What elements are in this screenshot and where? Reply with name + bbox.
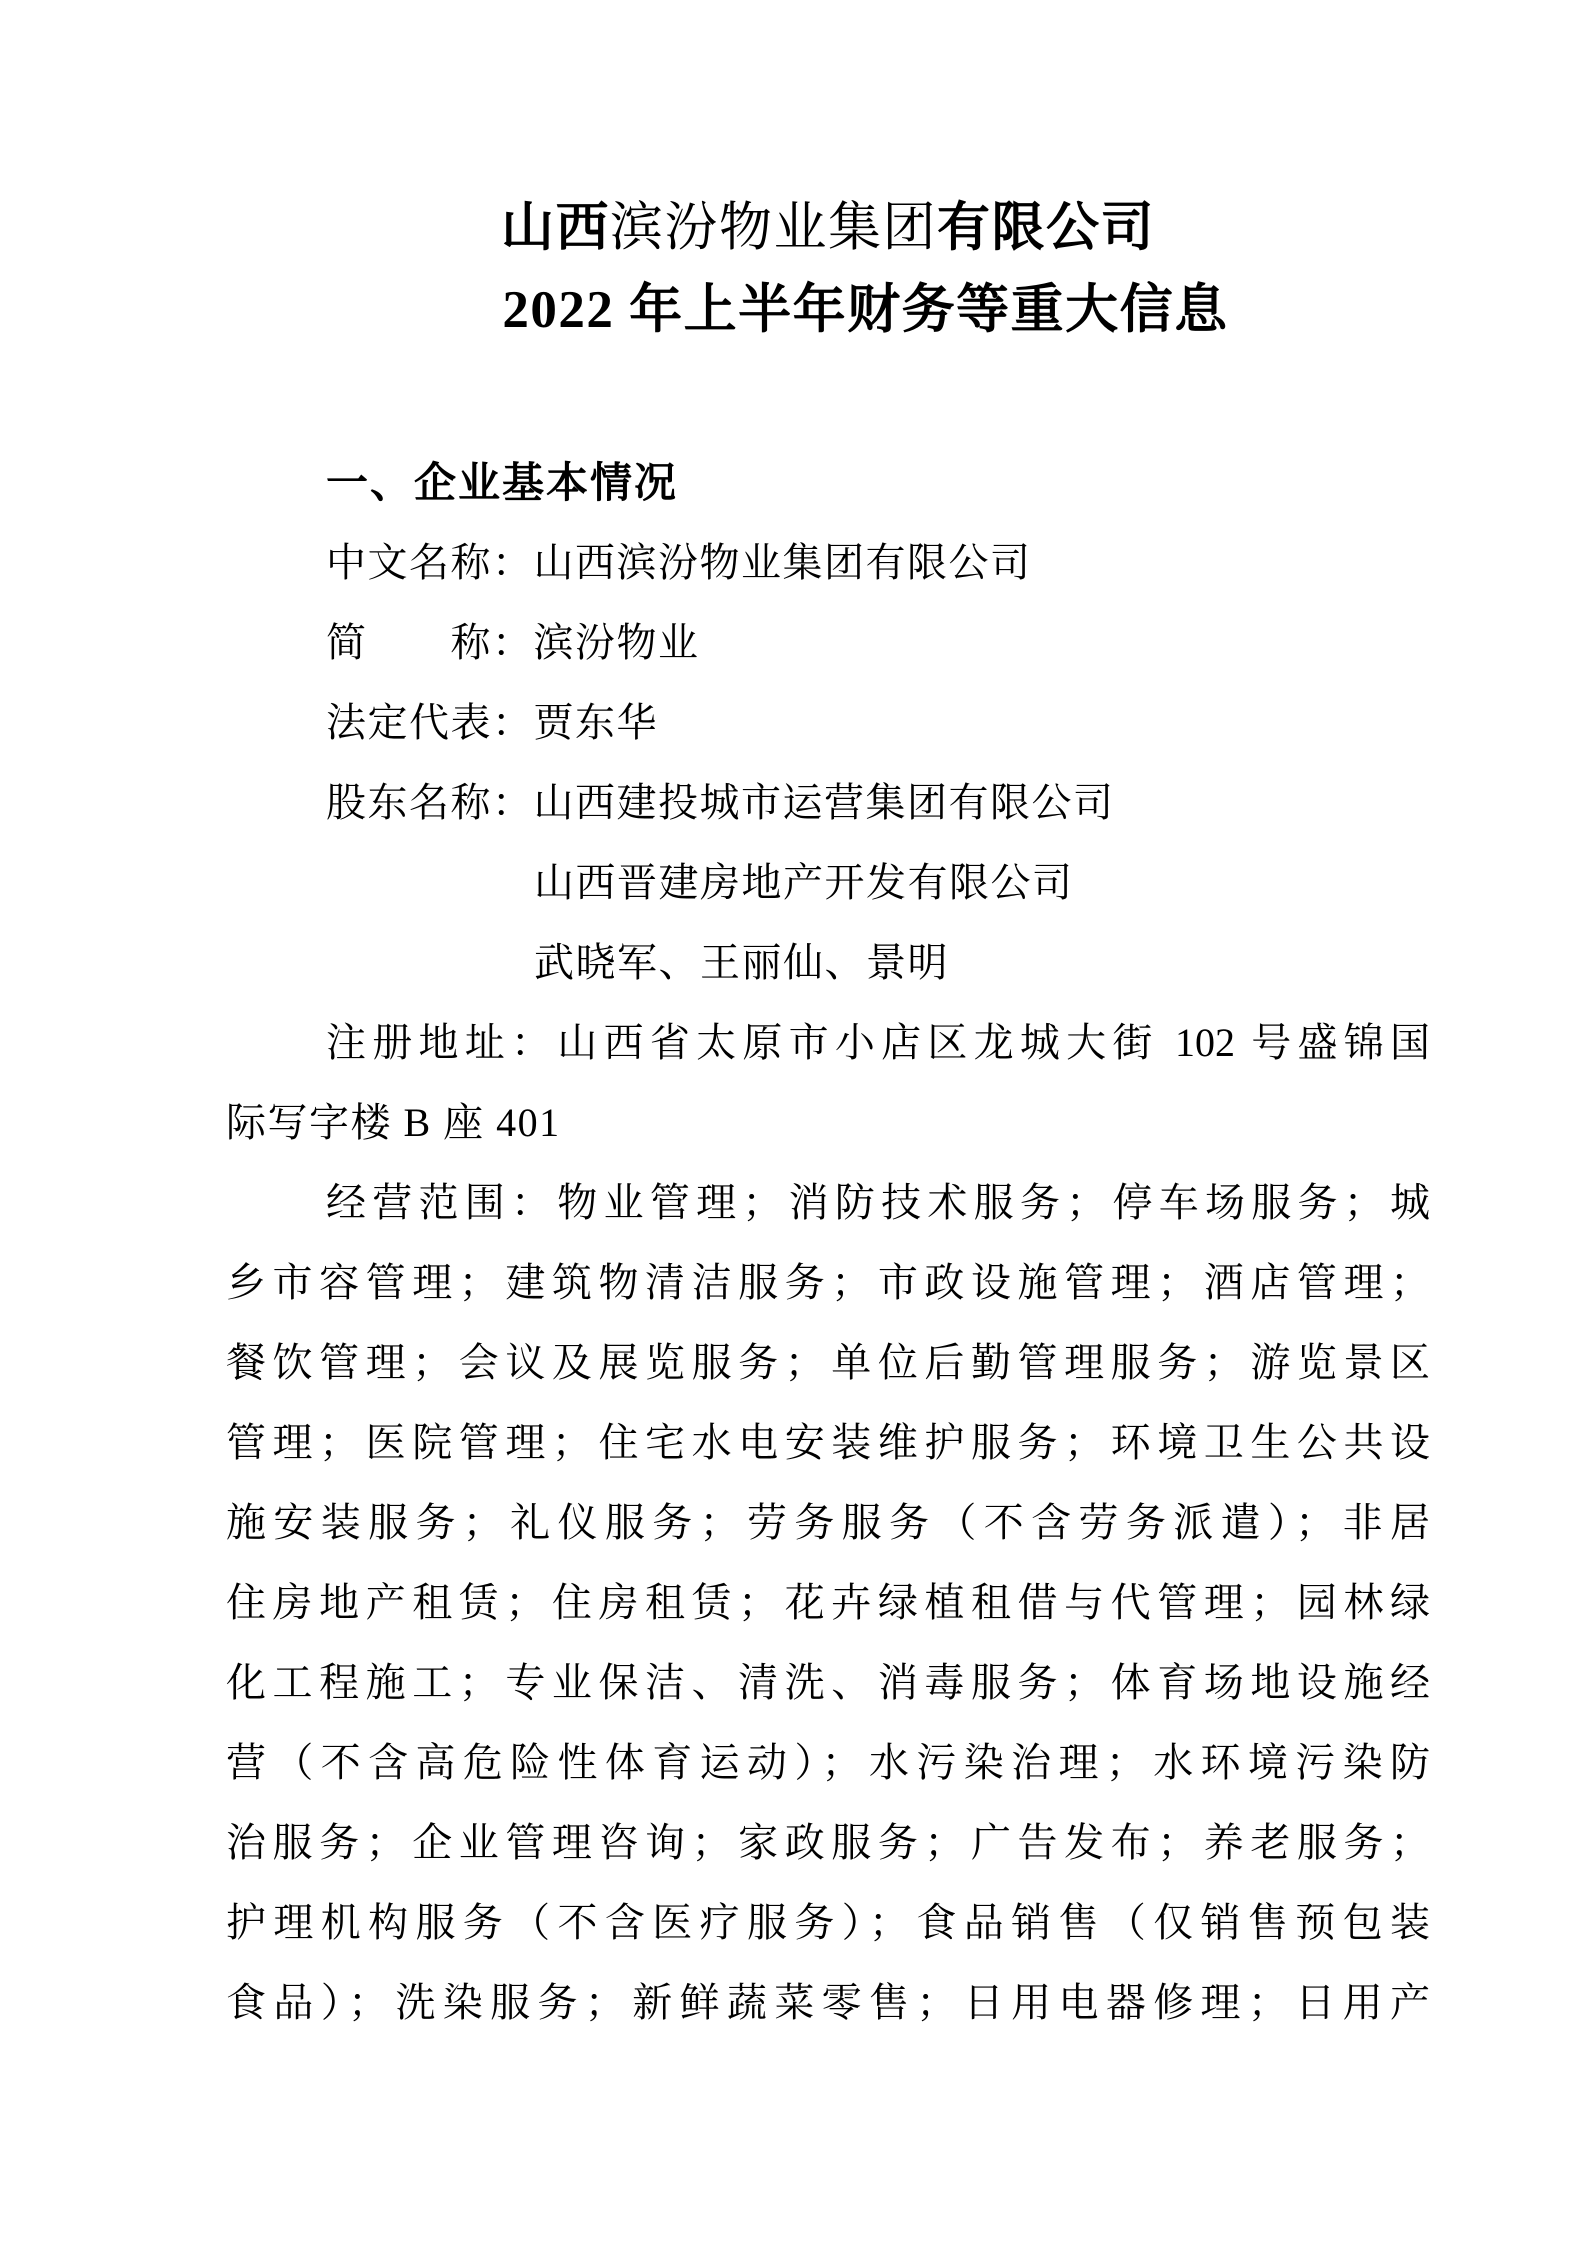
- business-scope-line: 施安装服务；礼仪服务；劳务服务（不含劳务派遣）；非居: [226, 1500, 1430, 1545]
- field-line-legal-rep: 法定代表：贾东华: [326, 700, 658, 745]
- field-line-short-name: 简 称：滨汾物业: [326, 620, 700, 665]
- business-scope-line: 营（不含高危险性体育运动）；水污染治理；水环境污染防: [226, 1740, 1430, 1785]
- field-line-shareholders: 股东名称：山西建投城市运营集团有限公司: [326, 780, 1115, 825]
- shareholder-continuation-line: 武晓军、王丽仙、景明: [534, 940, 949, 985]
- business-scope-line: 护理机构服务（不含医疗服务）；食品销售（仅销售预包装: [226, 1900, 1430, 1945]
- document-title-line-2: 2022 年上半年财务等重大信息: [502, 281, 1229, 339]
- business-scope-line: 化工程施工；专业保洁、清洗、消毒服务；体育场地设施经: [226, 1660, 1430, 1705]
- document-title-line-1: [226, 187, 1430, 269]
- field-line-chinese-name: 中文名称：山西滨汾物业集团有限公司: [326, 540, 1032, 585]
- title-segment-bold-end: 有限公司: [937, 199, 1155, 257]
- field-line-registered-address: 注册地址：山西省太原市小店区龙城大街 102 号盛锦国: [326, 1020, 1430, 1065]
- address-continuation-line: 际写字楼 B 座 401: [226, 1100, 561, 1145]
- business-scope-line: 食品）；洗染服务；新鲜蔬菜零售；日用电器修理；日用产: [226, 1980, 1430, 2025]
- title-segment-bold-start: 山西: [501, 199, 610, 257]
- business-scope-line: 餐饮管理；会议及展览服务；单位后勤管理服务；游览景区: [226, 1340, 1430, 1385]
- shareholder-continuation-line: 山西晋建房地产开发有限公司: [534, 860, 1074, 905]
- business-scope-line: 住房地产租赁；住房租赁；花卉绿植租借与代管理；园林绿: [226, 1580, 1430, 1625]
- title-segment-regular: 滨汾物业集团: [610, 199, 937, 257]
- business-scope-line: 经营范围：物业管理；消防技术服务；停车场服务；城: [326, 1180, 1430, 1225]
- business-scope-line: 管理；医院管理；住宅水电安装维护服务；环境卫生公共设: [226, 1420, 1430, 1465]
- business-scope-line: 乡市容管理；建筑物清洁服务；市政设施管理；酒店管理；: [226, 1260, 1430, 1305]
- document-title: [226, 0, 1430, 351]
- business-scope-line: 治服务；企业管理咨询；家政服务；广告发布；养老服务；: [226, 1820, 1430, 1865]
- section-heading: 一、企业基本情况: [326, 459, 679, 506]
